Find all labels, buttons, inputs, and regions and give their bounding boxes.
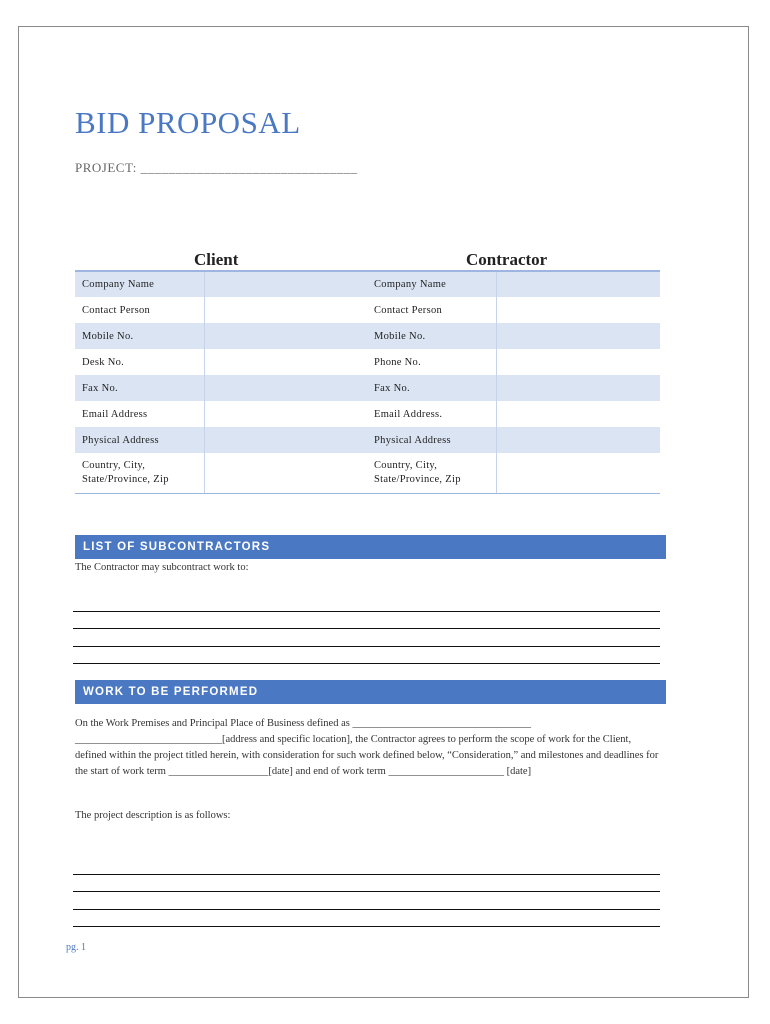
table-row — [367, 349, 660, 375]
description-line-1[interactable] — [73, 874, 660, 875]
table-row — [367, 453, 660, 493]
subcontractor-line-2[interactable] — [73, 628, 660, 629]
client-email-label: Email Address — [82, 408, 148, 420]
table-row — [75, 401, 367, 427]
client-company-name-label: Company Name — [75, 271, 204, 297]
table-row — [367, 297, 660, 323]
description-line-2[interactable] — [73, 891, 660, 892]
contractor-contact-person-label: Contact Person — [374, 304, 443, 316]
client-fax-label: Fax No. — [75, 375, 204, 401]
table-row — [75, 453, 367, 493]
table-row — [367, 401, 660, 427]
contractor-mobile-label: Mobile No. — [367, 323, 496, 349]
contractor-physical-address-label: Physical Address — [367, 427, 496, 453]
client-fax-field[interactable] — [204, 375, 367, 401]
contractor-heading: Contractor — [466, 250, 548, 269]
table-row — [367, 271, 660, 297]
client-physical-address-label: Physical Address — [75, 427, 204, 453]
client-country-field[interactable] — [204, 453, 367, 493]
subcontractor-line-4[interactable] — [73, 663, 660, 664]
subcontractors-section-heading: LIST OF SUBCONTRACTORS — [75, 535, 666, 559]
client-country-label: Country, City, State/Province, Zip — [75, 453, 204, 493]
contractor-info-table — [367, 270, 660, 494]
client-contact-person-label: Contact Person — [82, 304, 151, 316]
contractor-company-name-field[interactable] — [496, 271, 660, 297]
table-row — [75, 271, 367, 297]
contractor-fax-field[interactable] — [496, 375, 660, 401]
contractor-fax-label: Fax No. — [367, 375, 496, 401]
client-desk-field[interactable] — [204, 349, 367, 375]
contractor-phone-label: Phone No. — [374, 356, 422, 368]
contractor-phone-field[interactable] — [496, 349, 660, 375]
client-mobile-label: Mobile No. — [75, 323, 204, 349]
contractor-email-label: Email Address. — [374, 408, 443, 420]
work-paragraph: On the Work Premises and Principal Place of Business defined as __________________________________ ____________________________[address and specific location], the Contractor agrees to perform the scope of work for the Client, defined within the project titled herein, with consideration for such work defined below, “Consideration,” and milestones and deadlines for the start of work term ___________________[date] and end of work term ______________________ [date] — [75, 718, 659, 777]
table-row — [75, 323, 367, 349]
contractor-email-field[interactable] — [496, 401, 660, 427]
table-row — [75, 297, 367, 323]
contractor-mobile-field[interactable] — [496, 323, 660, 349]
contractor-contact-person-field[interactable] — [496, 297, 660, 323]
table-row — [367, 323, 660, 349]
contractor-country-label: Country, City, State/Province, Zip — [367, 453, 496, 493]
client-company-name-field[interactable] — [204, 271, 367, 297]
page-title: BID PROPOSAL — [75, 105, 301, 140]
contractor-physical-address-field[interactable] — [496, 427, 660, 453]
description-line-3[interactable] — [73, 909, 660, 910]
work-section-heading: WORK TO BE PERFORMED — [75, 680, 666, 704]
client-desk-label: Desk No. — [82, 356, 125, 368]
subcontractor-line-3[interactable] — [73, 646, 660, 647]
table-row — [75, 375, 367, 401]
client-contact-person-field[interactable] — [204, 297, 367, 323]
table-row — [75, 349, 367, 375]
table-row — [367, 375, 660, 401]
client-info-table — [75, 270, 367, 494]
contractor-country-field[interactable] — [496, 453, 660, 493]
client-mobile-field[interactable] — [204, 323, 367, 349]
project-line: PROJECT: _______________________________ — [75, 160, 358, 175]
description-line-4[interactable] — [73, 926, 660, 927]
contractor-company-name-label: Company Name — [367, 271, 496, 297]
table-row — [367, 427, 660, 453]
project-description-intro: The project description is as follows: — [75, 810, 231, 821]
subcontractors-intro: The Contractor may subcontract work to: — [75, 562, 249, 573]
client-physical-address-field[interactable] — [204, 427, 367, 453]
page-number: pg. 1 — [66, 942, 86, 953]
subcontractor-line-1[interactable] — [73, 611, 660, 612]
table-row — [75, 427, 367, 453]
client-email-field[interactable] — [204, 401, 367, 427]
client-heading: Client — [194, 250, 239, 269]
